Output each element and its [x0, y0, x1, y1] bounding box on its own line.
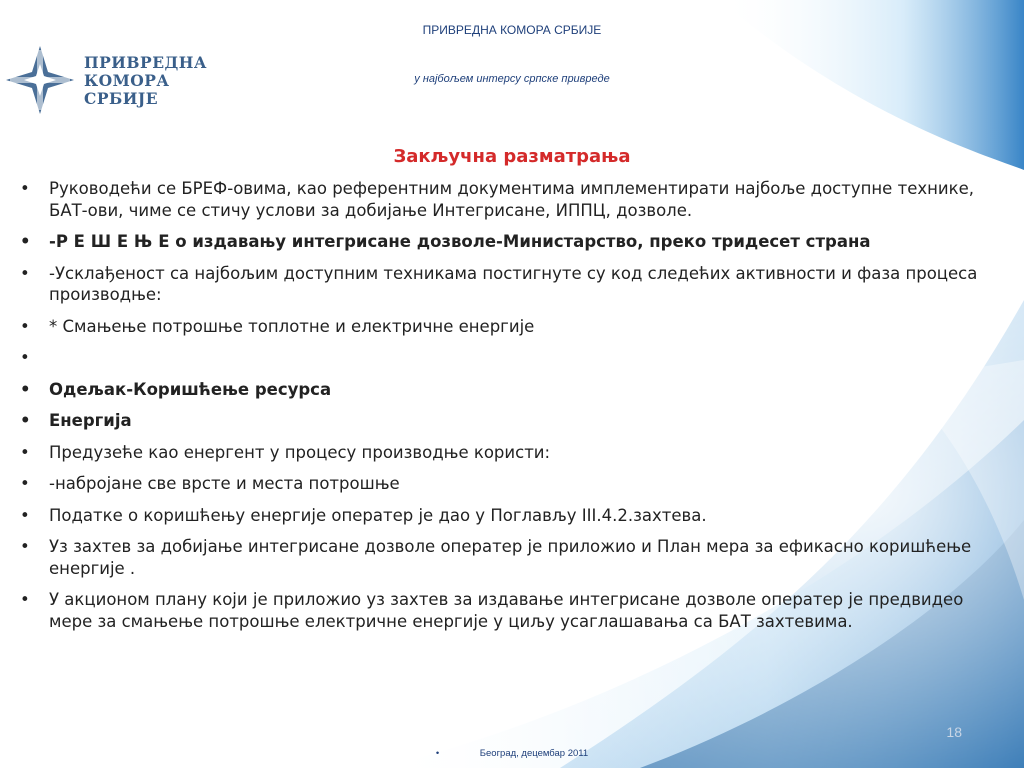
logo-line-1: ПРИВРЕДНА: [84, 53, 208, 72]
logo-wordmark: [84, 54, 207, 108]
bullet-item: • Предузеће као енергент у процесу производње користи:: [20, 442, 1010, 464]
bullet-item: • Руководећи се БРЕФ-овима, као референтним документима имплементирати најбоље доступне технике, БАТ-ови, чиме се стичу услови за добијање Интегрисане, ИППЦ, дозволе.: [20, 178, 1010, 221]
bullet-item: • * Смањење потрошње топлотне и електричне енергије: [20, 316, 1010, 338]
logo-line-3: СРБИЈЕ: [84, 89, 159, 108]
bullet-item: • -Р Е Ш Е Њ Е о издавању интегрисане дозволе-Министарство, преко тридесет страна: [20, 231, 1010, 253]
footer: [0, 748, 1024, 759]
bullet-item: • Податке о коришћењу енергије оператер је дао у Поглављу III.4.2.захтева.: [20, 505, 1010, 527]
bullet-item: • У акционом плану који је приложио уз захтев за издавање интегрисане дозволе оператер је предвидео мере за смањење потрошње електричне енергије у циљу усаглашавања са БАТ захтевима.: [20, 589, 1010, 632]
bullet-item: • Уз захтев за добијање интегрисане дозволе оператер је приложио и План мера за ефикасно коришћење енергије .: [20, 536, 1010, 579]
bullet-item: • -Усклађеност са најбољим доступним техникама постигнуте су код следећих активности и фаза процеса производње:: [20, 263, 1010, 306]
footer-bullet: •: [435, 748, 440, 759]
bullet-item: • -набројане све врсте и места потрошње: [20, 473, 1010, 495]
bullet-item: • Енергија: [20, 410, 1010, 432]
footer-location-date: Београд, децембар 2011: [479, 748, 589, 759]
star-cross-logo-icon: [4, 44, 76, 116]
logo-line-2: КОМОРА: [84, 71, 170, 90]
tagline: у најбољем интерсу српске привреде: [414, 73, 610, 85]
page-number: 18: [946, 724, 962, 740]
bullet-item: • Одељак-Коришћење ресурса: [20, 379, 1010, 401]
org-header: ПРИВРЕДНА КОМОРА СРБИЈЕ: [422, 23, 602, 37]
bullet-list: [20, 178, 1010, 642]
bullet-item-empty: [20, 347, 1010, 369]
chamber-logo: [4, 44, 214, 116]
slide-title: Закључна разматрања: [393, 146, 631, 167]
